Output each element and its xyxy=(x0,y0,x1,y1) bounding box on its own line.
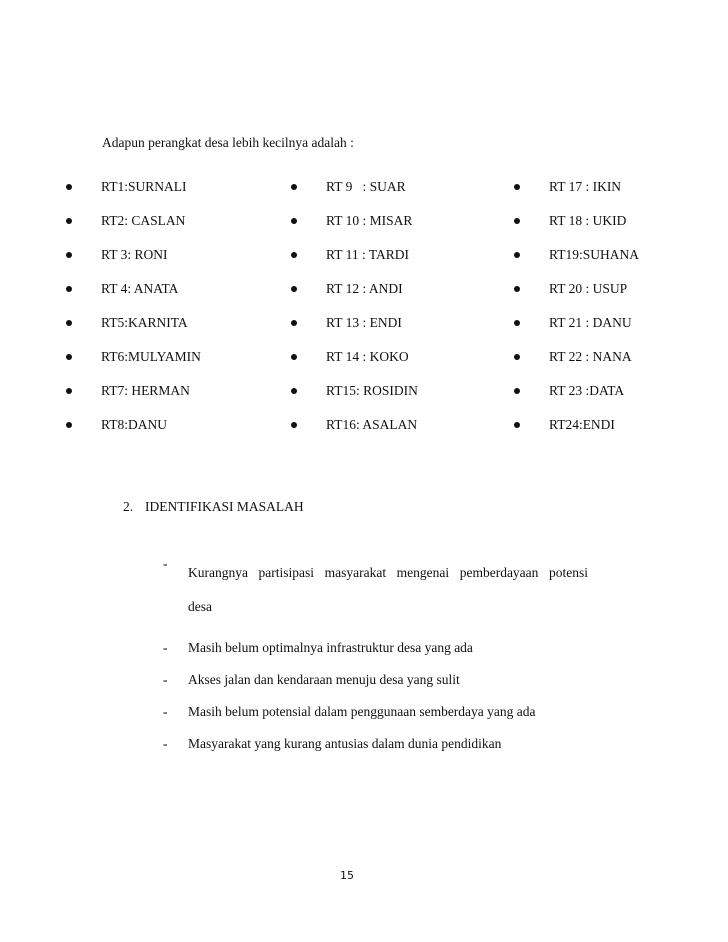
rt-label: RT 17 : IKIN xyxy=(549,179,622,194)
bullet-icon xyxy=(66,286,72,292)
bullet-icon xyxy=(291,422,297,428)
bullet-icon xyxy=(514,184,520,190)
dash-marker: - xyxy=(163,736,168,751)
bullet-icon xyxy=(291,218,297,224)
bullet-icon xyxy=(291,354,297,360)
rt-label: RT2: CASLAN xyxy=(101,213,186,228)
rt-list-item xyxy=(66,213,266,247)
section-heading xyxy=(123,499,304,515)
rt-list-item xyxy=(291,179,491,213)
rt-list-item xyxy=(514,349,714,383)
rt-label: RT24:ENDI xyxy=(549,417,615,432)
rt-list-item xyxy=(514,213,714,247)
rt-label: RT 11 : TARDI xyxy=(326,247,409,262)
rt-label: RT 20 : USUP xyxy=(549,281,628,296)
rt-label: RT 22 : NANA xyxy=(549,349,632,364)
dash-marker: - xyxy=(163,672,168,687)
bullet-icon xyxy=(66,320,72,326)
rt-list-item xyxy=(514,383,714,417)
rt-list-item xyxy=(66,417,266,451)
rt-list-item xyxy=(514,281,714,315)
rt-list-column-2 xyxy=(291,179,491,451)
bullet-icon xyxy=(291,252,297,258)
section-number: 2. xyxy=(123,499,134,514)
bullet-icon xyxy=(291,184,297,190)
bullet-icon xyxy=(514,286,520,292)
rt-list-item xyxy=(66,349,266,383)
section-title: IDENTIFIKASI MASALAH xyxy=(145,499,304,514)
rt-list-item xyxy=(291,247,491,281)
bullet-icon xyxy=(66,354,72,360)
bullet-icon xyxy=(66,184,72,190)
rt-list-item xyxy=(291,383,491,417)
dash-marker: - xyxy=(163,704,168,719)
bullet-icon xyxy=(66,388,72,394)
rt-label: RT5:KARNITA xyxy=(101,315,188,330)
bullet-icon xyxy=(514,320,520,326)
bullet-icon xyxy=(66,218,72,224)
rt-list-item xyxy=(291,349,491,383)
rt-list-item xyxy=(66,315,266,349)
rt-list-item xyxy=(514,179,714,213)
bullet-icon xyxy=(514,252,520,258)
problem-list xyxy=(163,556,603,752)
rt-list-item xyxy=(514,247,714,281)
rt-list-item xyxy=(291,213,491,247)
rt-label: RT 12 : ANDI xyxy=(326,281,403,296)
rt-label: RT 9 : SUAR xyxy=(326,179,406,194)
rt-list-item xyxy=(66,179,266,213)
rt-list-column-1 xyxy=(66,179,266,451)
bullet-icon xyxy=(514,218,520,224)
rt-list-column-3 xyxy=(514,179,714,451)
rt-label: RT19:SUHANA xyxy=(549,247,639,262)
problem-item xyxy=(163,640,603,656)
rt-label: RT15: ROSIDIN xyxy=(326,383,418,398)
rt-label: RT 23 :DATA xyxy=(549,383,625,398)
rt-list-item xyxy=(66,281,266,315)
bullet-icon xyxy=(66,252,72,258)
rt-label: RT8:DANU xyxy=(101,417,167,432)
rt-list-item xyxy=(66,383,266,417)
bullet-icon xyxy=(291,286,297,292)
problem-item xyxy=(163,704,603,720)
rt-label: RT6:MULYAMIN xyxy=(101,349,201,364)
rt-label: RT1:SURNALI xyxy=(101,179,187,194)
problem-text: Masih belum potensial dalam penggunaan semberdaya yang ada xyxy=(188,704,536,719)
bullet-icon xyxy=(514,422,520,428)
problem-text: Masih belum optimalnya infrastruktur desa yang ada xyxy=(188,640,473,655)
dash-marker: - xyxy=(163,640,168,655)
problem-text: Akses jalan dan kendaraan menuju desa yang sulit xyxy=(188,672,460,687)
bullet-icon xyxy=(514,354,520,360)
rt-label: RT 4: ANATA xyxy=(101,281,179,296)
rt-list-item xyxy=(291,417,491,451)
rt-label: RT 14 : KOKO xyxy=(326,349,409,364)
problem-item xyxy=(163,556,603,624)
problem-item xyxy=(163,672,603,688)
intro-text: Adapun perangkat desa lebih kecilnya adalah : xyxy=(102,135,354,150)
bullet-icon xyxy=(291,388,297,394)
problem-text: Masyarakat yang kurang antusias dalam dunia pendidikan xyxy=(188,736,502,751)
problem-text: Kurangnya partisipasi masyarakat mengenai pemberdayaan potensi desa xyxy=(188,565,588,614)
rt-label: RT 13 : ENDI xyxy=(326,315,402,330)
rt-list-item xyxy=(514,417,714,451)
bullet-icon xyxy=(66,422,72,428)
bullet-icon xyxy=(291,320,297,326)
problem-item xyxy=(163,736,603,752)
rt-list-item xyxy=(514,315,714,349)
rt-list-item xyxy=(291,315,491,349)
rt-label: RT 3: RONI xyxy=(101,247,168,262)
bullet-icon xyxy=(514,388,520,394)
rt-label: RT16: ASALAN xyxy=(326,417,418,432)
rt-label: RT 10 : MISAR xyxy=(326,213,413,228)
rt-list-item xyxy=(291,281,491,315)
rt-label: RT 18 : UKID xyxy=(549,213,627,228)
rt-label: RT7: HERMAN xyxy=(101,383,190,398)
page-number: 15 xyxy=(340,869,354,882)
rt-list-item xyxy=(66,247,266,281)
rt-label: RT 21 : DANU xyxy=(549,315,632,330)
dash-marker: - xyxy=(163,556,168,571)
